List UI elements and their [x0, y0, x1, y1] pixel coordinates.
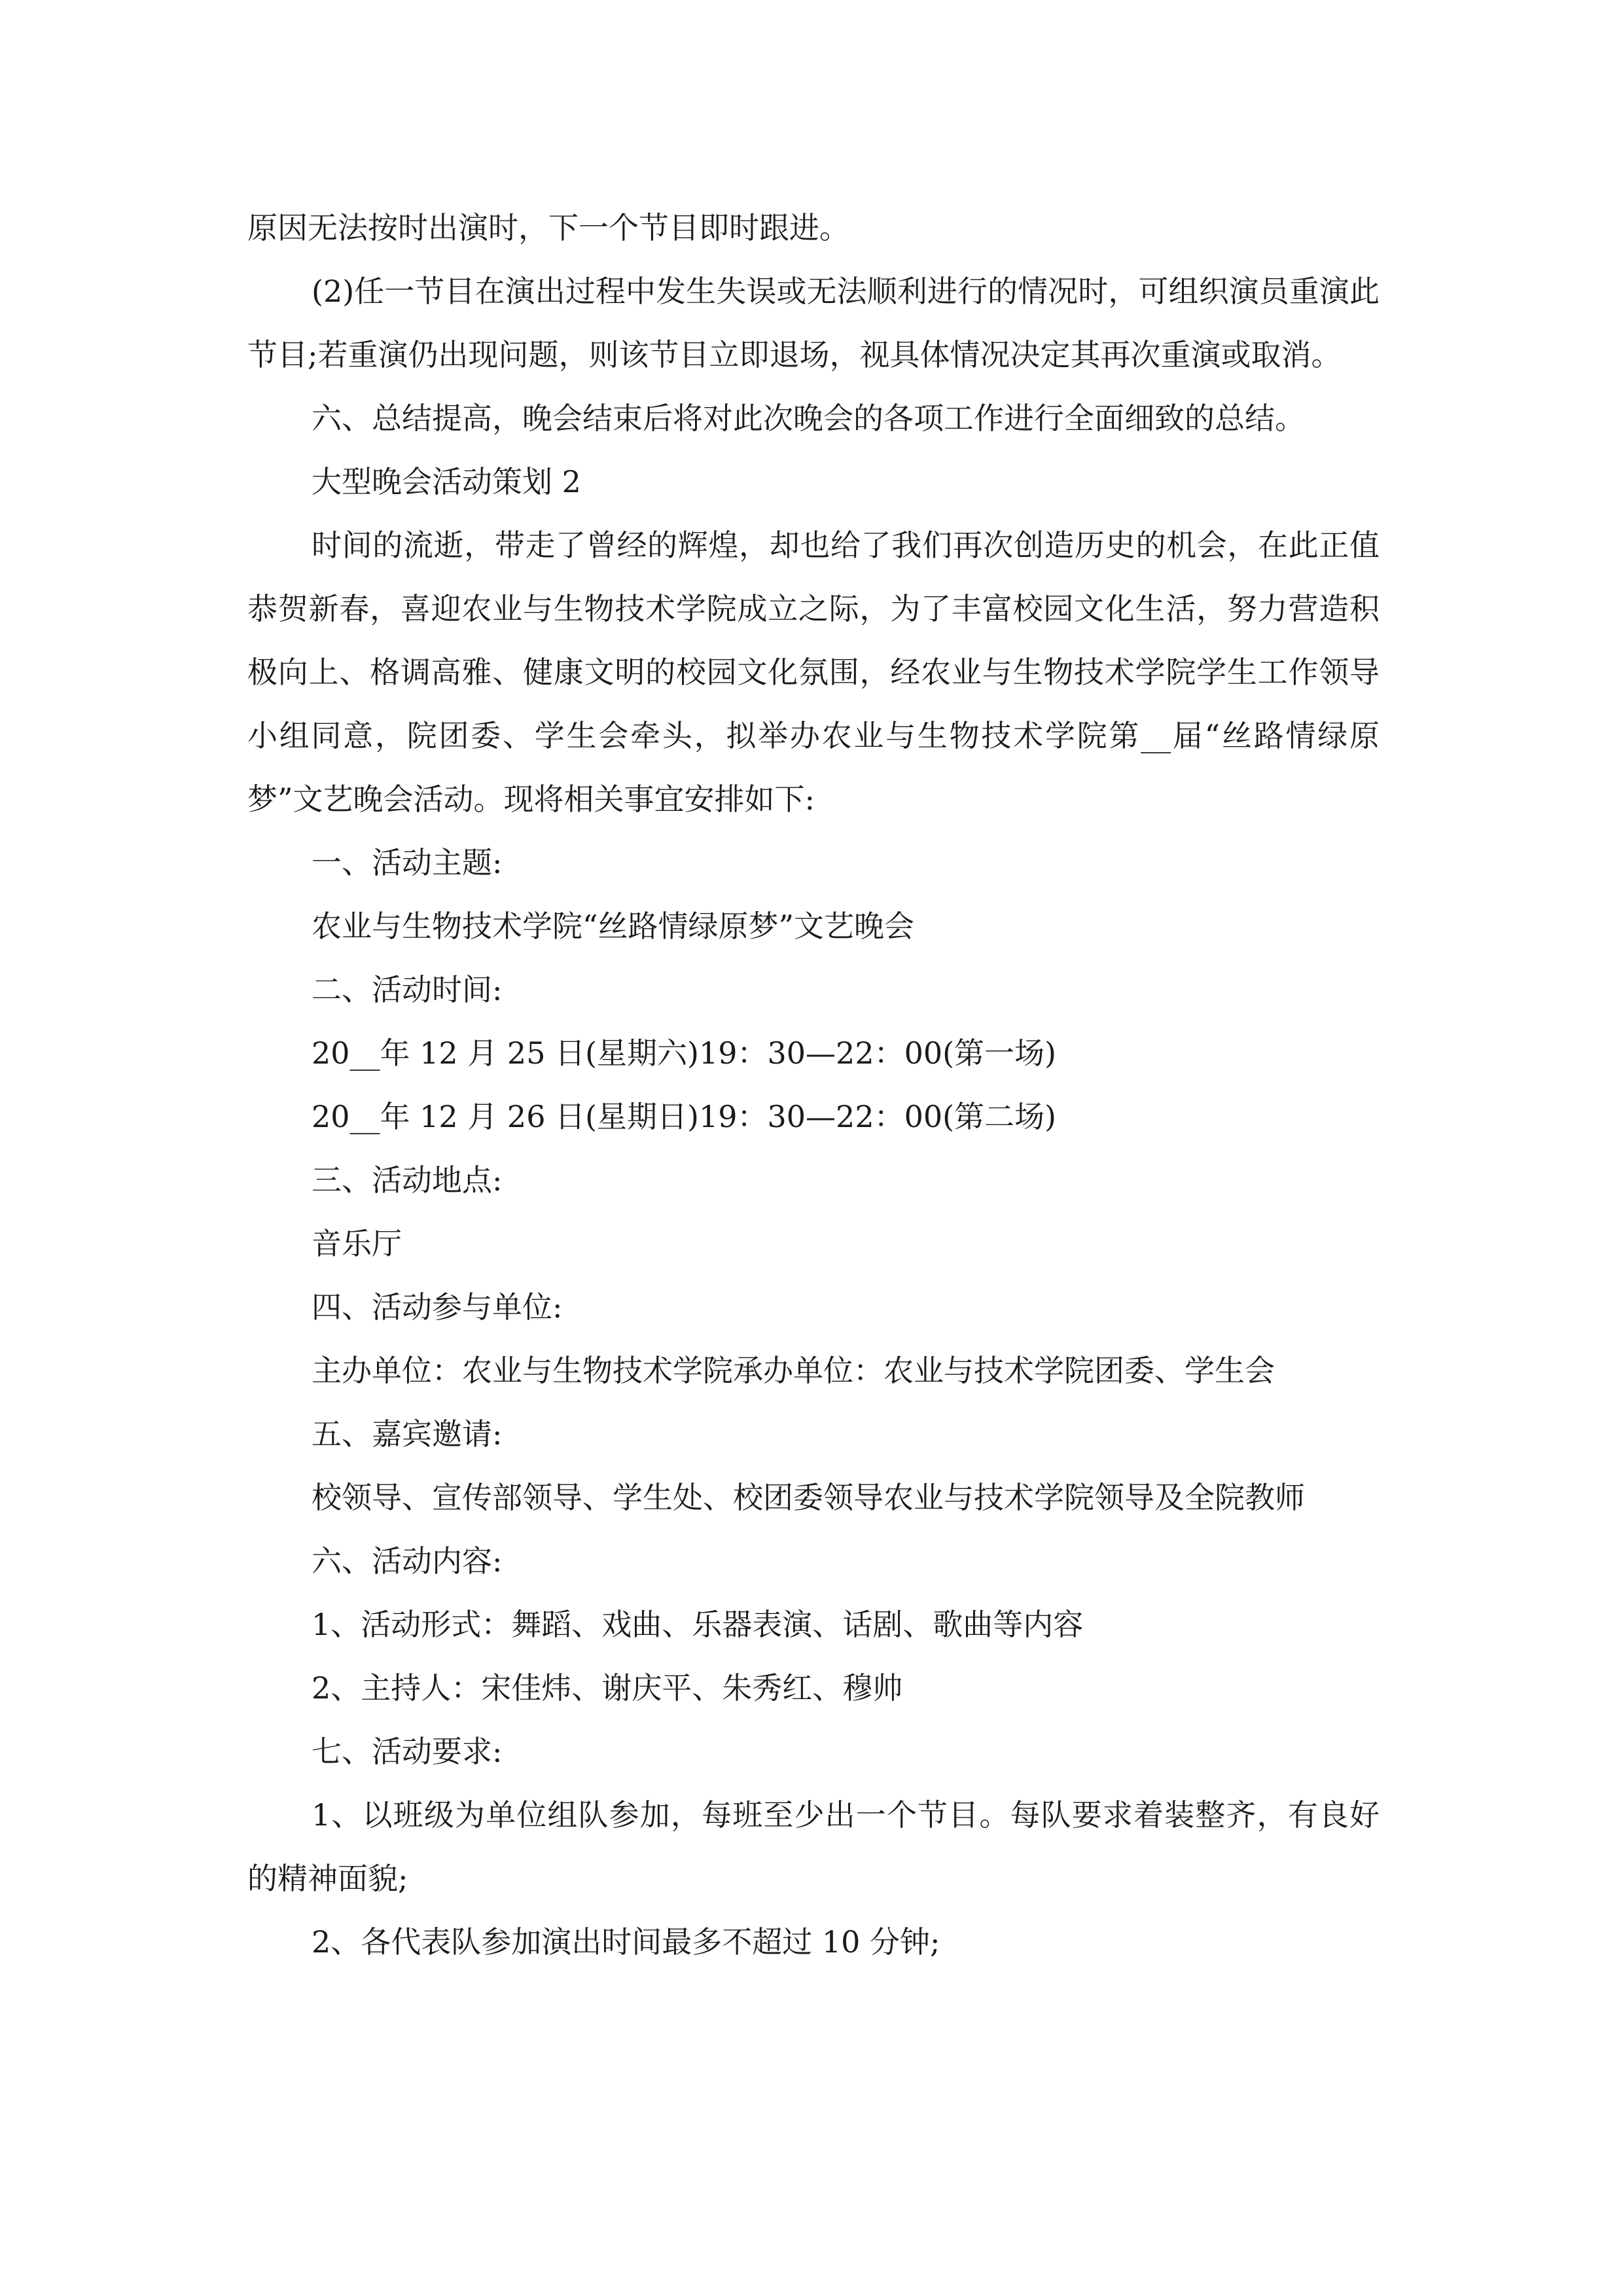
heading-units: 四、活动参与单位:: [312, 1289, 563, 1325]
text-requirement-1: 1、以班级为单位组队参加，每班至少出一个节目。每队要求着装整齐，有良好的精神面貌;: [247, 1797, 1380, 1896]
heading-requirements: 七、活动要求:: [312, 1734, 503, 1769]
heading-theme: 一、活动主题:: [312, 845, 503, 880]
text-time-2: 20__年 12 月 26 日(星期日)19：30—22：00(第二场): [312, 1099, 1057, 1134]
text-content-form: 1、活动形式：舞蹈、戏曲、乐器表演、话剧、歌曲等内容: [312, 1607, 1084, 1642]
text-guests: 校领导、宣传部领导、学生处、校团委领导农业与技术学院领导及全院教师: [312, 1480, 1305, 1515]
text-theme: 农业与生物技术学院“丝路情绿原梦”文艺晚会: [312, 908, 915, 944]
paragraph-summary: 六、总结提高，晚会结束后将对此次晚会的各项工作进行全面细致的总结。: [312, 401, 1305, 436]
paragraph-rule-2: (2)任一节目在演出过程中发生失误或无法顺利进行的情况时，可组织演员重演此节目;若重演仍出现问题，则该节目立即退场，视具体情况决定其再次重演或取消。: [247, 274, 1380, 372]
document-page: [247, 196, 1380, 1974]
heading-time: 二、活动时间:: [312, 972, 503, 1007]
paragraph-continuation: 原因无法按时出演时，下一个节目即时跟进。: [247, 210, 849, 245]
text-requirement-2: 2、各代表队参加演出时间最多不超过 10 分钟;: [312, 1924, 940, 1960]
heading-content: 六、活动内容:: [312, 1543, 503, 1579]
text-units: 主办单位：农业与生物技术学院承办单位：农业与技术学院团委、学生会: [312, 1353, 1275, 1388]
text-time-1: 20__年 12 月 25 日(星期六)19：30—22：00(第一场): [312, 1035, 1057, 1071]
text-content-hosts: 2、主持人：宋佳炜、谢庆平、朱秀红、穆帅: [312, 1670, 903, 1706]
heading-guests: 五、嘉宾邀请:: [312, 1416, 503, 1452]
paragraph-intro: 时间的流逝，带走了曾经的辉煌，却也给了我们再次创造历史的机会，在此正值恭贺新春，喜迎农业与生物技术学院成立之际，为了丰富校园文化生活，努力营造积极向上、格调高雅、健康文明的校园文化氛围，经农业与生物技术学院学生工作领导小组同意，院团委、学生会牵头，拟举办农业与生物技术学院第__届“丝路情绿原梦”文艺晚会活动。现将相关事宜安排如下:: [247, 528, 1380, 817]
text-venue: 音乐厅: [312, 1226, 402, 1261]
section-title: 大型晚会活动策划 2: [312, 464, 581, 499]
heading-venue: 三、活动地点:: [312, 1162, 503, 1198]
